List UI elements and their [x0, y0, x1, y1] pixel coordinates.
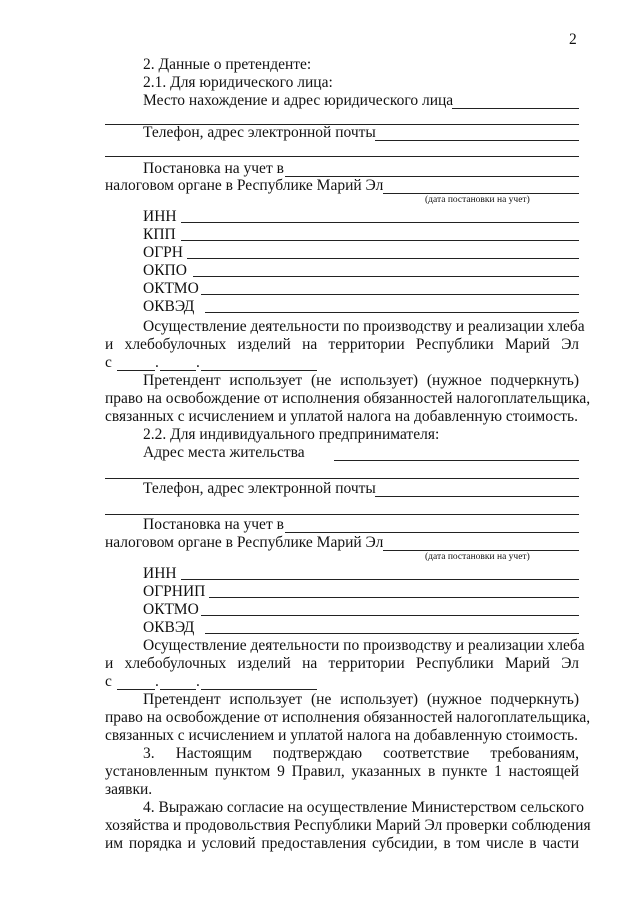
individual-activity-year-field[interactable] — [201, 689, 317, 690]
individual-phone-field-line2[interactable] — [105, 514, 579, 515]
section-3-line2: установленным пунктом 9 Правил, указанных в пункте 1 настоящей — [105, 763, 579, 780]
individual-phone-field[interactable] — [375, 496, 579, 497]
individual-activity-day-field[interactable] — [117, 689, 155, 690]
individual-vat-line3: связанных с исчислением и уплатой налога на добавленную стоимость. — [105, 727, 578, 744]
legal-code-okved-label: ОКВЭД — [143, 298, 195, 315]
section-4-line1: 4. Выражаю согласие на осуществление Министерством сельского — [143, 799, 585, 816]
legal-activity-day-field[interactable] — [117, 370, 155, 371]
legal-registration-label-2: налоговом органе в Республике Марий Эл — [105, 177, 384, 194]
individual-phone-label: Телефон, адрес электронной почты — [143, 480, 376, 497]
legal-vat-line1: Претендент использует (не использует) (нужное подчеркнуть) — [143, 372, 579, 389]
legal-vat-line3: связанных с исчислением и уплатой налога на добавленную стоимость. — [105, 408, 578, 425]
legal-code-oktmo-label: ОКТМО — [143, 280, 199, 297]
legal-activity-since: с — [105, 354, 112, 371]
legal-code-kpp-label: КПП — [143, 226, 176, 243]
individual-address-field[interactable] — [334, 460, 579, 461]
individual-code-inn-field[interactable] — [181, 579, 579, 580]
individual-registration-label-1: Постановка на учет в — [143, 516, 284, 533]
legal-phone-field-line2[interactable] — [105, 156, 579, 157]
legal-code-okved-field[interactable] — [205, 312, 579, 313]
section-3-line3: заявки. — [105, 781, 153, 798]
legal-activity-year-field[interactable] — [201, 370, 317, 371]
legal-code-ogrn-label: ОГРН — [143, 244, 183, 261]
legal-code-inn-field[interactable] — [181, 222, 579, 223]
legal-vat-line2: право на освобождение от исполнения обязанностей налогоплательщика, — [105, 390, 591, 407]
individual-activity-line2: и хлебобулочных изделий на территории Республики Марий Эл — [105, 655, 579, 672]
individual-code-okved-label: ОКВЭД — [143, 619, 195, 636]
individual-code-okved-field[interactable] — [205, 633, 579, 634]
individual-code-ogrnip-field[interactable] — [209, 597, 579, 598]
section-3-line1: 3. Настоящим подтверждаю соответствие требованиям, — [143, 745, 579, 762]
individual-activity-since: с — [105, 673, 112, 690]
individual-registration-label-2: налоговом органе в Республике Марий Эл — [105, 534, 384, 551]
legal-code-ogrn-field[interactable] — [187, 258, 579, 259]
individual-code-ogrnip-label: ОГРНИП — [143, 583, 206, 600]
legal-activity-date-sep2: . — [196, 354, 200, 371]
individual-address-field-line2[interactable] — [105, 478, 579, 479]
individual-address-label: Адрес места жительства — [143, 444, 305, 461]
legal-registration-hint: (дата постановки на учет) — [425, 195, 530, 205]
individual-code-inn-label: ИНН — [143, 565, 177, 582]
legal-code-okpo-label: ОКПО — [143, 262, 187, 279]
individual-activity-month-field[interactable] — [160, 689, 196, 690]
legal-phone-label: Телефон, адрес электронной почты — [143, 124, 376, 141]
page-number: 2 — [569, 31, 577, 48]
individual-code-oktmo-field[interactable] — [201, 615, 579, 616]
legal-activity-date-sep1: . — [155, 354, 159, 371]
legal-code-oktmo-field[interactable] — [201, 294, 579, 295]
individual-registration-hint: (дата постановки на учет) — [425, 552, 530, 562]
individual-code-oktmo-label: ОКТМО — [143, 601, 199, 618]
individual-activity-line1: Осуществление деятельности по производству и реализации хлеба — [143, 637, 585, 654]
legal-address-field[interactable] — [452, 108, 579, 109]
legal-code-okpo-field[interactable] — [193, 276, 579, 277]
legal-phone-field[interactable] — [375, 140, 579, 141]
individual-vat-line1: Претендент использует (не использует) (нужное подчеркнуть) — [143, 691, 579, 708]
legal-activity-month-field[interactable] — [160, 370, 196, 371]
legal-registration-date-field[interactable] — [383, 193, 579, 194]
individual-activity-date-sep2: . — [196, 673, 200, 690]
legal-activity-line2: и хлебобулочных изделий на территории Республики Марий Эл — [105, 336, 579, 353]
section-4-line3: им порядка и условий предоставления субсидии, в том числе в части — [105, 835, 579, 852]
individual-vat-line2: право на освобождение от исполнения обязанностей налогоплательщика, — [105, 709, 591, 726]
individual-title: 2.2. Для индивидуального предпринимателя: — [143, 426, 440, 443]
section-4-line2: хозяйства и продовольствия Республики Марий Эл проверки соблюдения — [105, 817, 591, 834]
individual-registration-date-field[interactable] — [383, 550, 579, 551]
individual-registration-field-1[interactable] — [285, 532, 579, 533]
legal-code-kpp-field[interactable] — [181, 240, 579, 241]
legal-activity-line1: Осуществление деятельности по производству и реализации хлеба — [143, 318, 585, 335]
legal-code-inn-label: ИНН — [143, 208, 177, 225]
legal-registration-label-1: Постановка на учет в — [143, 160, 284, 177]
legal-entity-title: 2.1. Для юридического лица: — [143, 74, 333, 91]
legal-address-label: Место нахождение и адрес юридического лица — [143, 92, 454, 109]
individual-activity-date-sep1: . — [155, 673, 159, 690]
section-2-title: 2. Данные о претенденте: — [143, 56, 312, 73]
